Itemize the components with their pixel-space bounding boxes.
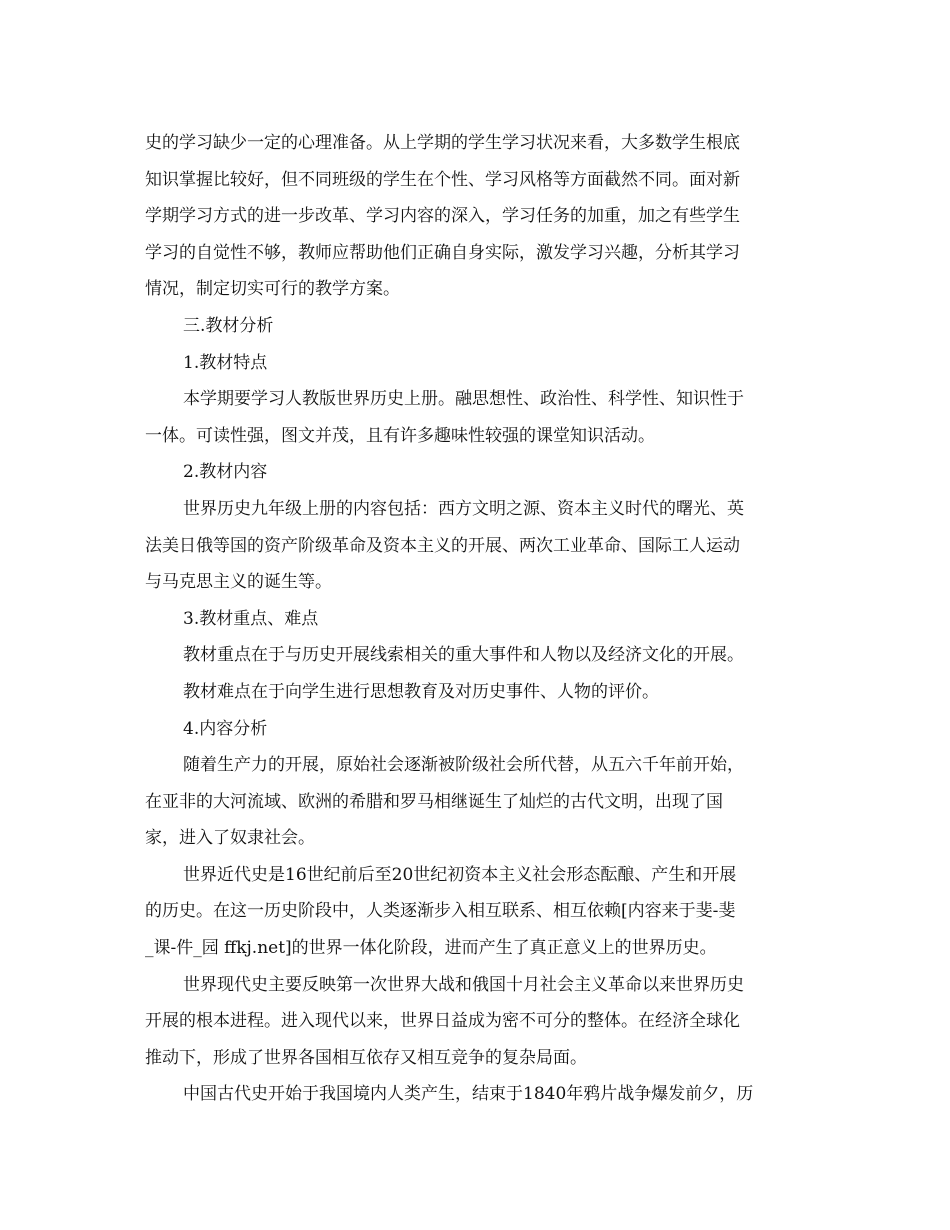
text-line: 情况，制定切实可行的教学方案。 [145,279,400,300]
text-line: 家，进入了奴隶社会。 [145,828,315,849]
text-line: 法美日俄等国的资产阶级革命及资本主义的开展、两次工业革命、国际工人运动 [145,535,740,556]
text-line: 一体。可读性强，图文并茂，且有许多趣味性较强的课堂知识活动。 [145,425,655,446]
text-line: _课-件_园 ffkj.net]的世界一体化阶段，进而产生了真正意义上的世界历史。 [145,938,717,959]
text-line: 3.教材重点、难点 [183,608,319,629]
text-line: 在亚非的大河流域、欧洲的希腊和罗马相继诞生了灿烂的古代文明，出现了国 [145,791,723,812]
text-line: 开展的根本进程。进入现代以来，世界日益成为密不可分的整体。在经济全球化 [145,1011,740,1032]
text-line: 学期学习方式的进一步改革、学习内容的深入，学习任务的加重，加之有些学生 [145,206,740,227]
text-line: 本学期要学习人教版世界历史上册。融思想性、政治性、科学性、知识性于 [183,389,744,410]
text-line: 随着生产力的开展，原始社会逐渐被阶级社会所代替，从五六千年前开始， [183,755,744,776]
text-line: 学习的自觉性不够，教师应帮助他们正确自身实际，激发学习兴趣，分析其学习 [145,242,740,263]
text-line: 世界近代史是16世纪前后至20世纪初资本主义社会形态酝酿、产生和开展 [183,864,737,885]
text-line: 中国古代史开始于我国境内人类产生，结束于1840年鸦片战争爆发前夕，历 [183,1084,754,1105]
text-line: 知识掌握比较好，但不同班级的学生在个性、学习风格等方面截然不同。面对新 [145,169,740,190]
text-line: 与马克思主义的诞生等。 [145,572,332,593]
text-line: 世界现代史主要反映第一次世界大战和俄国十月社会主义革命以来世界历史 [183,974,744,995]
text-line: 教材重点在于与历史开展线索相关的重大事件和人物以及经济文化的开展。 [183,645,744,666]
text-line: 教材难点在于向学生进行思想教育及对历史事件、人物的评价。 [183,681,659,702]
document-body [145,125,810,1113]
text-line: 的历史。在这一历史阶段中，人类逐渐步入相互联系、相互依赖[内容来于斐-斐 [145,901,736,922]
text-line: 世界历史九年级上册的内容包括：西方文明之源、资本主义时代的曙光、英 [183,498,744,519]
text-line: 2.教材内容 [183,462,268,483]
text-line: 推动下，形成了世界各国相互依存又相互竞争的复杂局面。 [145,1047,587,1068]
text-line: 1.教材特点 [183,352,268,373]
text-line: 4.内容分析 [183,718,268,739]
text-line: 三.教材分析 [183,315,274,336]
text-line: 史的学习缺少一定的心理准备。从上学期的学生学习状况来看，大多数学生根底 [145,133,740,153]
